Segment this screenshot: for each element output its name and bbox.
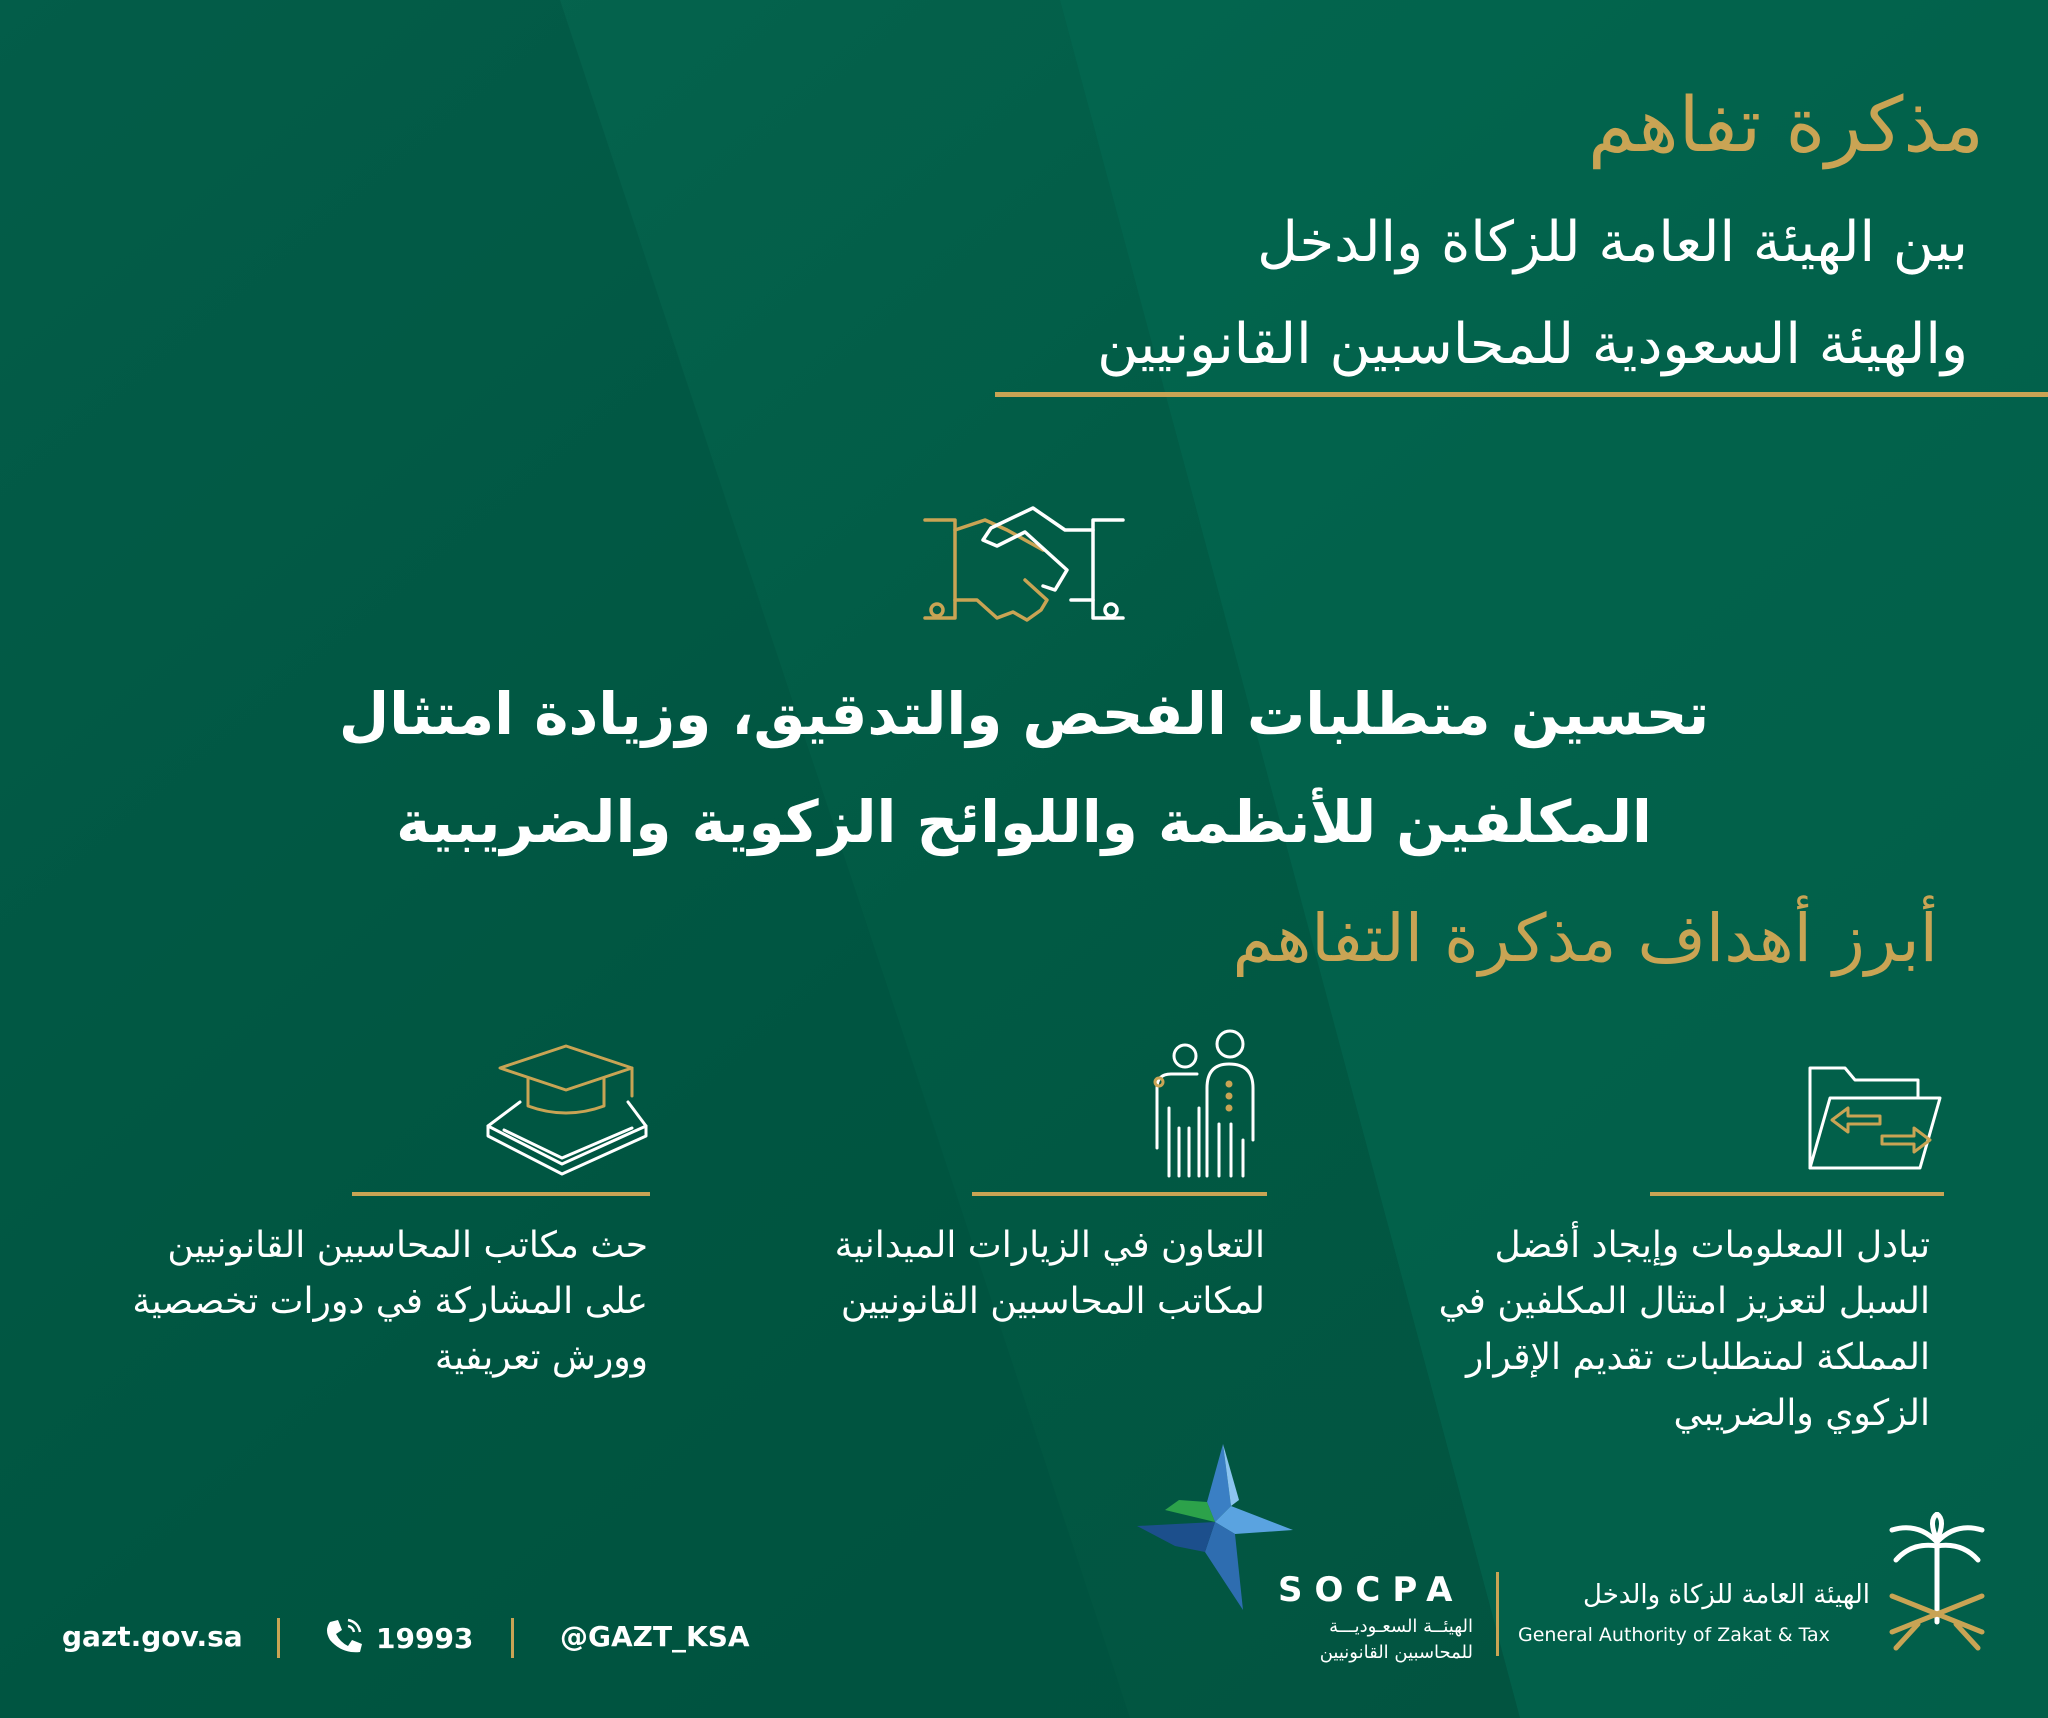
socpa-arabic	[1235, 1614, 1473, 1666]
socpa-name: SOCPA	[1278, 1570, 1465, 1610]
goal-line: على المشاركة في دورات تخصصية	[132, 1281, 648, 1322]
subtitle-line: بين الهيئة العامة للزكاة والدخل	[1257, 210, 1968, 275]
page-subtitle	[668, 192, 1968, 396]
gazt-english-name: General Authority of Zakat & Tax	[1518, 1624, 1830, 1646]
palm-swords-icon	[1878, 1512, 1996, 1662]
goal-line: حث مكاتب المحاسبين القانونيين	[167, 1225, 648, 1266]
goal-item	[100, 1218, 648, 1386]
socpa-star-icon	[1135, 1442, 1295, 1612]
goal-line: التعاون في الزيارات الميدانية	[834, 1225, 1265, 1266]
goal-divider	[352, 1192, 650, 1196]
socpa-arabic-line: للمحاسبين القانونيين	[1319, 1642, 1473, 1663]
socpa-arabic-line: الهيئــة السعـوديـــة	[1329, 1616, 1473, 1637]
goals-title: أبرز أهداف مذكرة التفاهم	[1232, 900, 1938, 977]
goal-line: المملكة لمتطلبات تقديم الإقرار	[1466, 1337, 1930, 1378]
footer-separator	[511, 1618, 514, 1658]
goal-line: السبل لتعزيز امتثال المكلفين في	[1438, 1281, 1930, 1322]
goal-line: تبادل المعلومات وإيجاد أفضل	[1494, 1225, 1930, 1266]
goal-line: الزكوي والضريبي	[1673, 1393, 1930, 1434]
website-link[interactable]: gazt.gov.sa	[62, 1620, 243, 1653]
people-icon	[1145, 1028, 1275, 1180]
folder-exchange-icon	[1800, 1058, 1950, 1178]
statement-line: تحسين متطلبات الفحص والتدقيق، وزيادة امتثال	[338, 680, 1710, 748]
goal-line: وورش تعريفية	[434, 1337, 648, 1378]
goal-divider	[1650, 1192, 1944, 1196]
header-divider	[995, 392, 2048, 397]
subtitle-line: والهيئة السعودية للمحاسبين القانونيين	[1097, 312, 1968, 377]
main-statement	[200, 660, 1848, 876]
graduation-book-icon	[482, 1040, 652, 1180]
phone-icon	[322, 1616, 366, 1656]
phone-number[interactable]: 19993	[376, 1622, 474, 1655]
twitter-handle[interactable]: @GAZT_KSA	[560, 1620, 750, 1653]
goal-line: لمكاتب المحاسبين القانونيين	[840, 1281, 1265, 1322]
goal-divider	[972, 1192, 1267, 1196]
footer-separator	[277, 1618, 280, 1658]
handshake-icon	[915, 500, 1135, 640]
statement-line: المكلفين للأنظمة واللوائح الزكوية والضريبية	[396, 788, 1652, 856]
goal-item	[1360, 1218, 1930, 1442]
gazt-arabic-name: الهيئة العامة للزكاة والدخل	[1583, 1580, 1870, 1610]
goal-item	[720, 1218, 1265, 1330]
logo-divider	[1496, 1572, 1499, 1656]
page-title: مذكرة تفاهم	[1587, 80, 1984, 169]
